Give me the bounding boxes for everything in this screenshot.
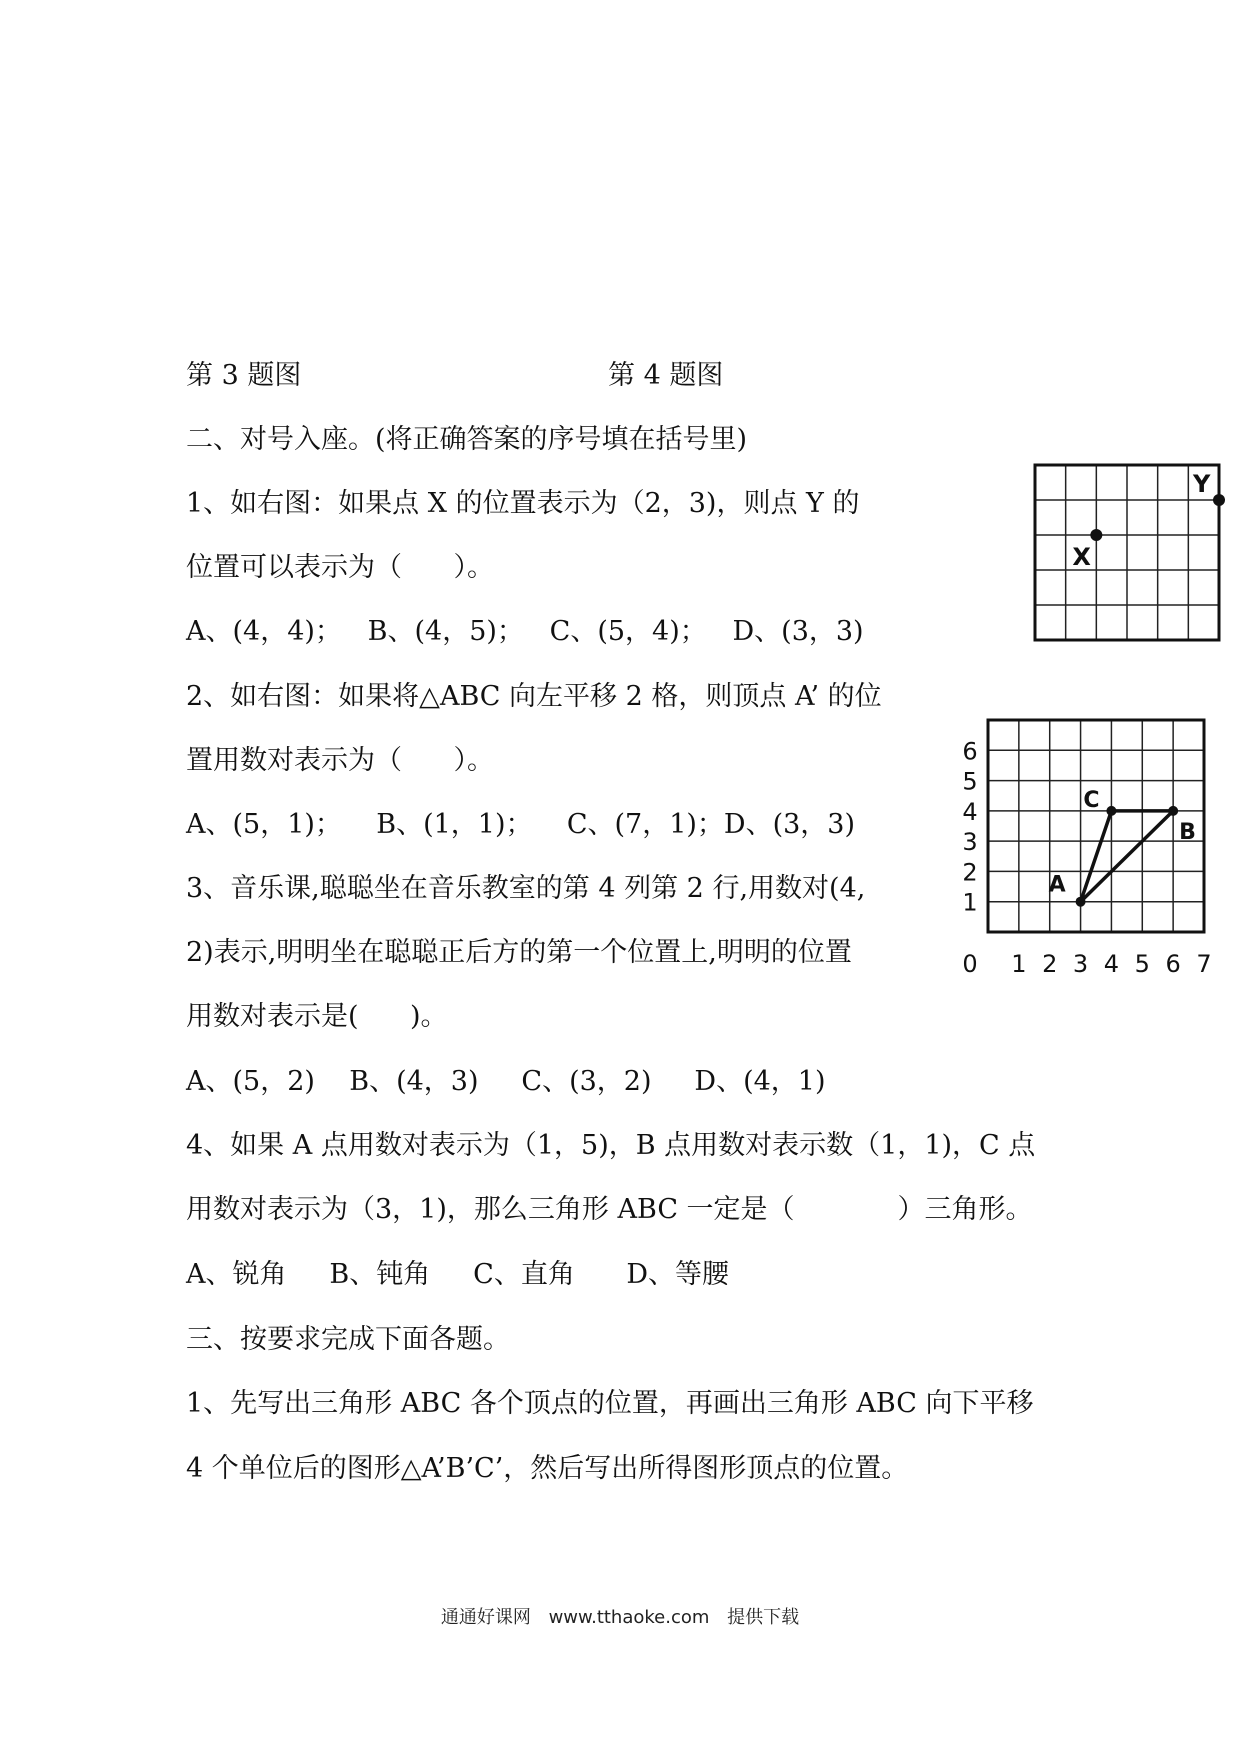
vertex-c-dot bbox=[1106, 806, 1116, 816]
s3-q1-line1: 1、先写出三角形 ABC 各个顶点的位置，再画出三角形 ABC 向下平移 bbox=[186, 1388, 1034, 1419]
xy-grid-figure bbox=[1030, 460, 1226, 642]
x-tick-label: 7 bbox=[1196, 950, 1212, 975]
abc-grid-border bbox=[988, 720, 1204, 932]
q4-line2: 用数对表示为（3，1)，那么三角形 ABC 一定是（ ）三角形。 bbox=[186, 1194, 1033, 1225]
q4-options: A、锐角 B、钝角 C、直角 D、等腰 bbox=[186, 1259, 729, 1290]
abc-grid-svg bbox=[950, 705, 1218, 975]
page-footer bbox=[0, 1603, 1240, 1629]
x-tick-label: 6 bbox=[1165, 950, 1181, 975]
footer-site-name: 通通好课网 bbox=[440, 1607, 531, 1628]
x-tick-labels bbox=[962, 950, 1211, 975]
q1-line1: 1、如右图：如果点 X 的位置表示为（2，3)，则点 Y 的 bbox=[186, 488, 860, 519]
x-tick-label: 5 bbox=[1134, 950, 1150, 975]
s3-q1-line2: 4 个单位后的图形△A’B’C’，然后写出所得图形顶点的位置。 bbox=[186, 1453, 909, 1484]
footer-action: 提供下载 bbox=[727, 1607, 800, 1628]
fig3-caption: 第 3 题图 bbox=[186, 360, 302, 391]
q1-options: A、(4，4)； B、(4，5)； C、(5，4)； D、(3，3) bbox=[186, 616, 864, 647]
y-tick-label: 3 bbox=[962, 828, 978, 857]
vertex-a-label: A bbox=[1048, 872, 1066, 898]
q3-options: A、(5，2) B、(4，3) C、(3，2) D、(4，1) bbox=[186, 1066, 826, 1097]
q2-line1: 2、如右图：如果将△ABC 向左平移 2 格，则顶点 A’ 的位 bbox=[186, 681, 882, 712]
point-x-label: X bbox=[1072, 543, 1091, 571]
vertex-b-dot bbox=[1168, 806, 1178, 816]
footer-url[interactable]: www.tthaoke.com bbox=[548, 1607, 710, 1628]
y-tick-label: 1 bbox=[962, 888, 978, 917]
point-y-label: Y bbox=[1193, 470, 1211, 498]
x-tick-label: 3 bbox=[1072, 950, 1089, 975]
y-tick-label: 4 bbox=[962, 797, 978, 826]
vertex-c-label: C bbox=[1083, 787, 1100, 813]
q2-line2: 置用数对表示为（ ）。 bbox=[186, 745, 494, 776]
vertex-b-label: B bbox=[1179, 819, 1196, 845]
point-x-dot bbox=[1090, 529, 1102, 541]
y-tick-label: 6 bbox=[962, 737, 978, 766]
section3-heading: 三、按要求完成下面各题。 bbox=[186, 1324, 510, 1355]
q3-line3: 用数对表示是( )。 bbox=[186, 1001, 448, 1032]
x-tick-label: 0 bbox=[962, 950, 978, 975]
q3-line1: 3、音乐课,聪聪坐在音乐教室的第 4 列第 2 行,用数对(4, bbox=[186, 873, 866, 904]
point-y-dot bbox=[1213, 494, 1225, 506]
q1-line2: 位置可以表示为（ ）。 bbox=[186, 552, 494, 583]
y-tick-label: 5 bbox=[962, 767, 978, 796]
vertex-a-dot bbox=[1076, 897, 1086, 907]
xy-grid-svg bbox=[1030, 460, 1226, 642]
x-tick-label: 2 bbox=[1042, 950, 1058, 975]
y-tick-label: 2 bbox=[962, 858, 978, 887]
fig4-caption: 第 4 题图 bbox=[608, 360, 724, 391]
q3-line2: 2)表示,明明坐在聪聪正后方的第一个位置上,明明的位置 bbox=[186, 937, 852, 968]
abc-grid-figure bbox=[950, 705, 1218, 975]
q4-line1: 4、如果 A 点用数对表示为（1，5)，B 点用数对表示数（1，1)，C 点 bbox=[186, 1130, 1036, 1161]
section2-heading: 二、对号入座。(将正确答案的序号填在括号里) bbox=[186, 424, 748, 455]
x-tick-label: 4 bbox=[1103, 950, 1120, 975]
y-tick-labels bbox=[962, 737, 977, 916]
x-tick-label: 1 bbox=[1011, 950, 1027, 975]
triangle-abc bbox=[1081, 811, 1174, 902]
q2-options: A、(5，1)； B、(1，1)； C、(7，1)；D、(3，3) bbox=[186, 809, 856, 840]
